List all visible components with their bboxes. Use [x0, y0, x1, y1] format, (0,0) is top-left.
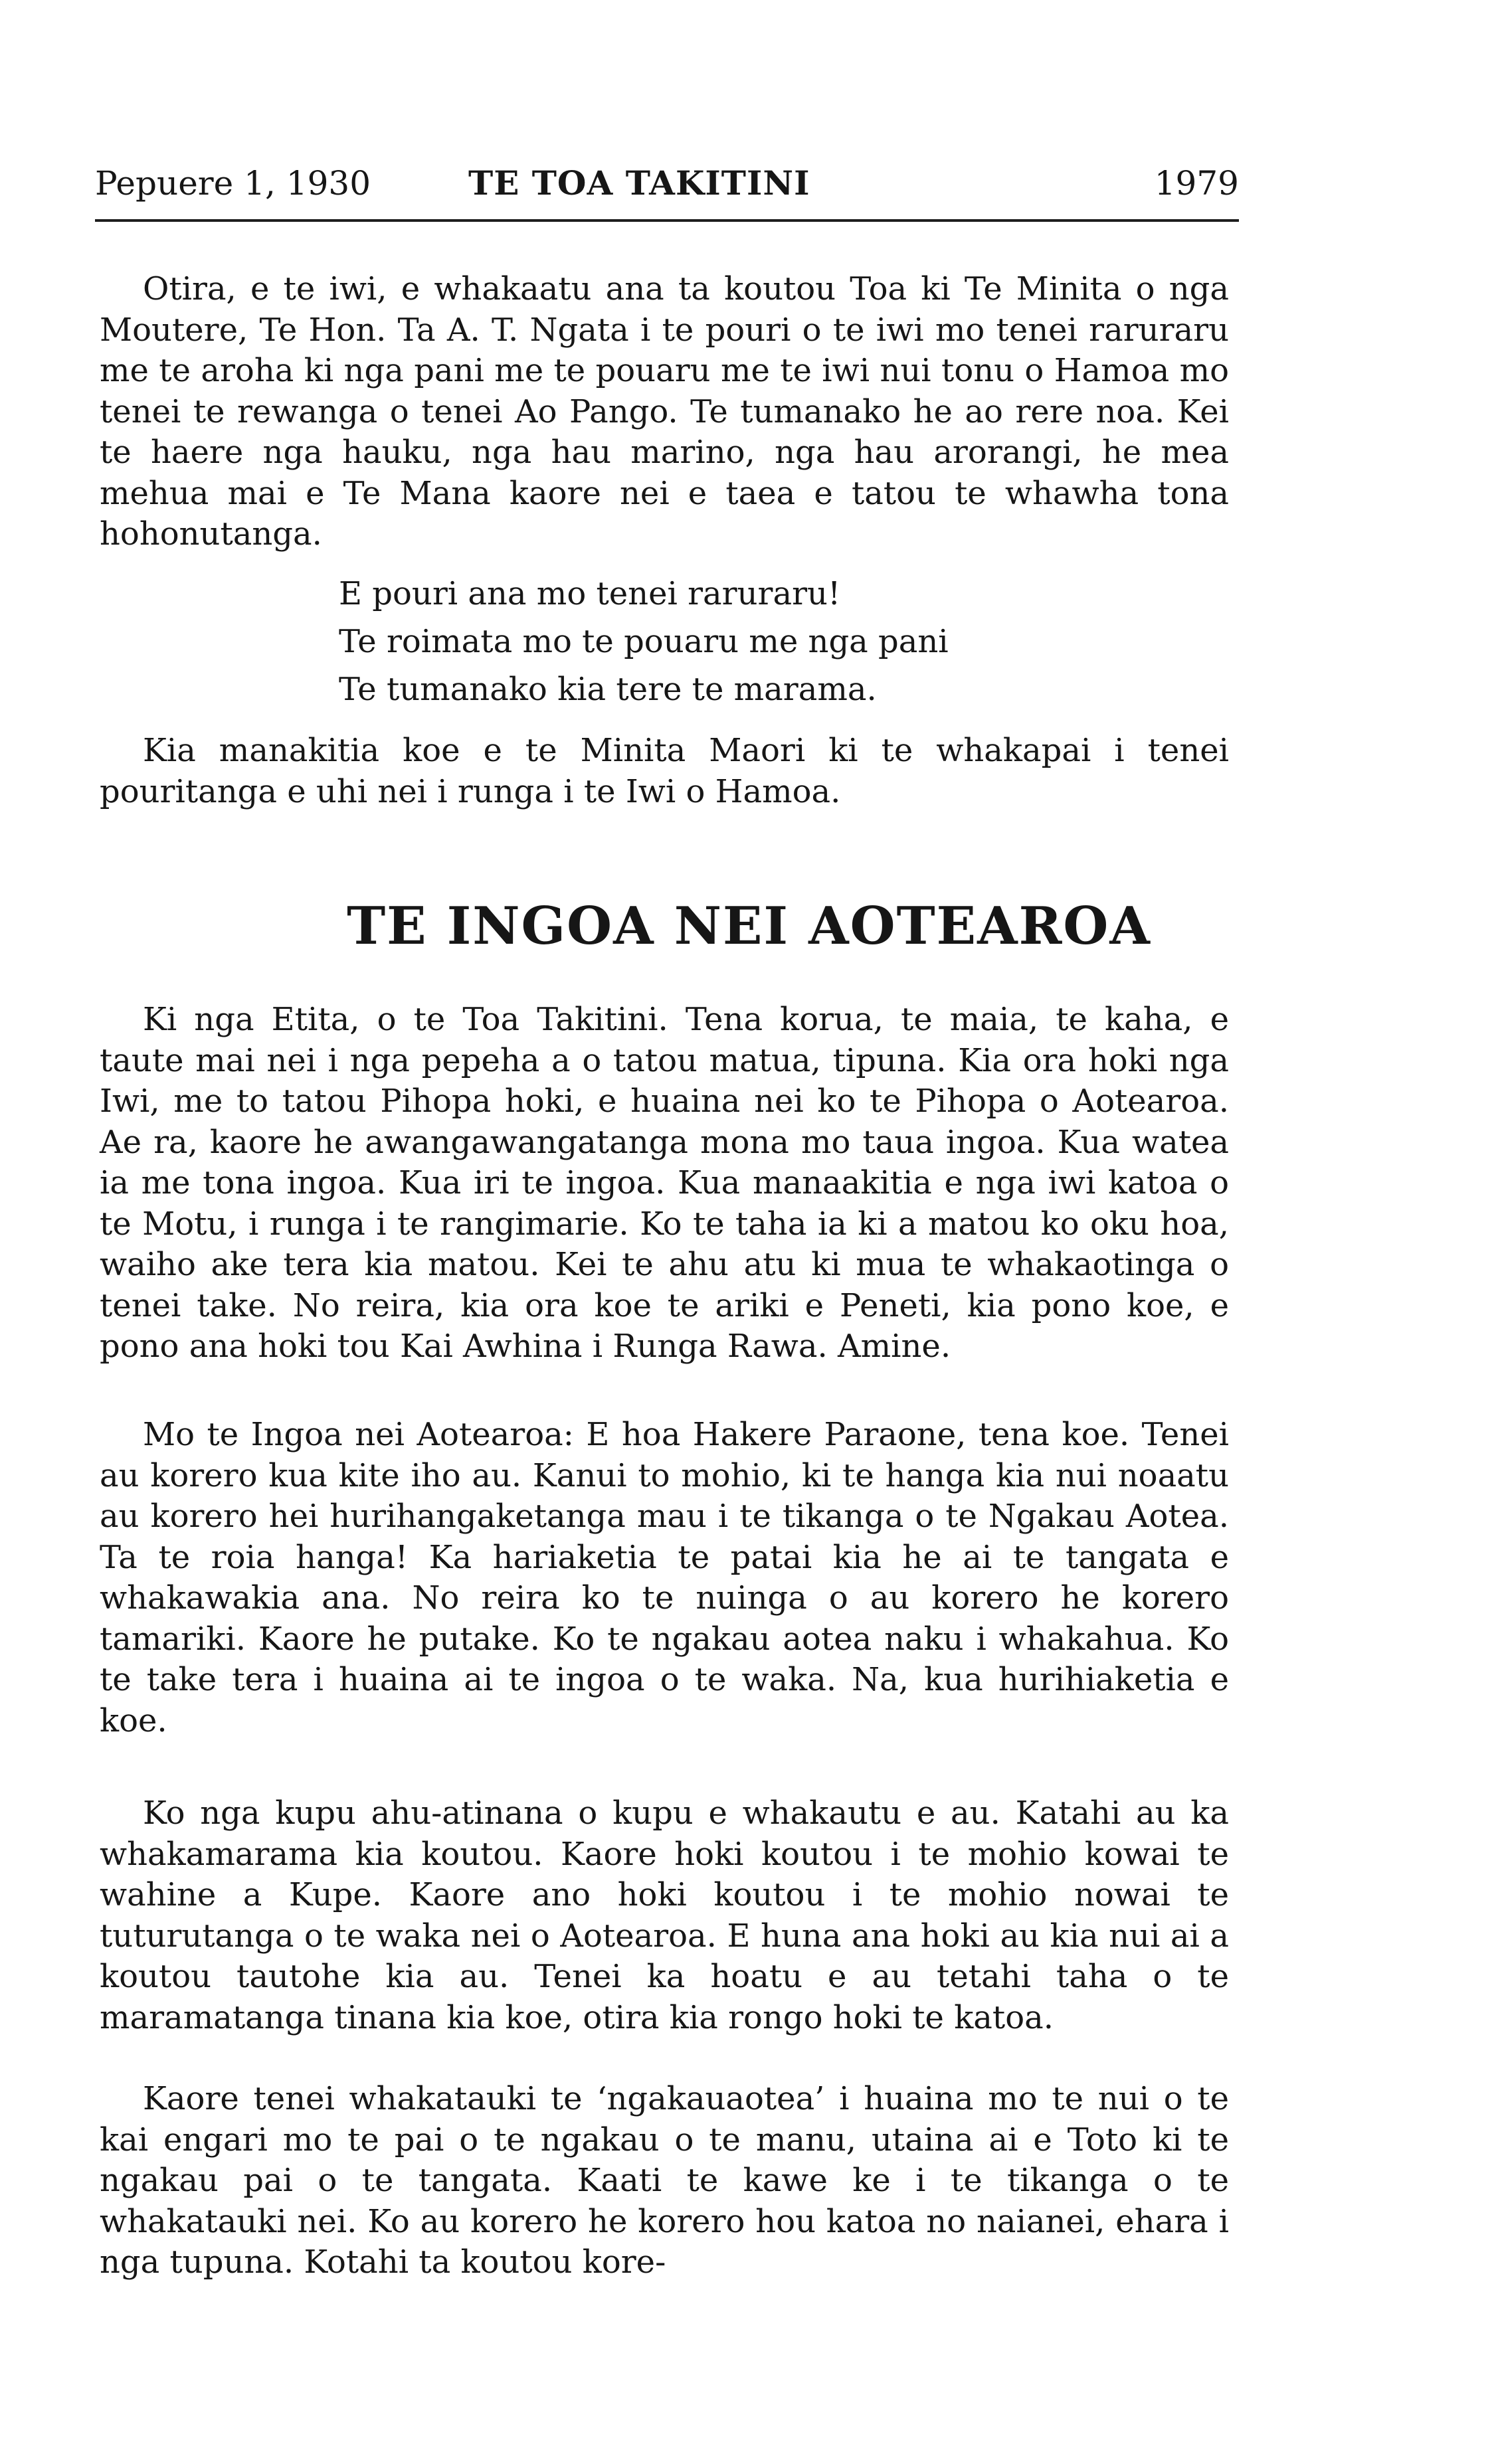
article-paragraph-2 [100, 1415, 1229, 1741]
intro-section [100, 269, 1229, 555]
article-heading: TE INGOA NEI AOTEAROA [347, 896, 1151, 956]
intro-paragraph: Otira, e te iwi, e whakaatu ana ta koutou Toa ki Te Minita o nga Moutere, Te Hon. Ta A. T. Ngata i te pouri o te iwi mo tenei raruraru me te aroha ki nga pani me te pouaru me te iwi nui tonu o Hamoa mo tenei te rewanga o tenei Ao Pango. Te tumanako he ao rere noa. Kei te haere nga hauku, nga hau marino, nga hau arorangi, he mea mehua mai e Te Mana kaore nei e taea e tatou te whawha tona hohonutanga. [100, 270, 1229, 553]
publication-title: TE TOA TAKITINI [468, 163, 810, 203]
header-rule [95, 219, 1239, 222]
page-number: 1979 [1154, 164, 1239, 203]
article-paragraph: Kaore tenei whakatauki te ‘ngakauaotea’ i huaina mo te nui o te kai engari mo te pai o te ngakau o te manu, utaina ai e Toto ki te ngakau pai o te tangata. Kaati te kawe ke i te tikanga o te whakatauki nei. Ko au korero he korero hou katoa no naianei, ehara i nga tupuna. Kotahi ta koutou kore- [100, 2080, 1229, 2281]
poem-line: Te tumanako kia tere te marama. [339, 671, 877, 708]
poem-line: Te roimata mo te pouaru me nga pani [339, 623, 949, 660]
article-paragraph: Ki nga Etita, o te Toa Takitini. Tena korua, te maia, te kaha, e taute mai nei i nga pepeha a o tatou matua, tipuna. Kia ora hoki nga Iwi, me to tatou Pihopa hoki, e huaina nei ko te Pihopa o Aotearoa. Ae ra, kaore he awangawangatanga mona mo taua ingoa. Kua watea ia me tona ingoa. Kua iri te ingoa. Kua manaakitia e nga iwi katoa o te Motu, i runga i te rangimarie. Ko te taha ia ki a matou ko oku hoa, waiho ake tera kia matou. Kei te ahu atu ki mua te whakaotinga o tenei take. No reira, kia ora koe te ariki e Peneti, kia pono koe, e pono ana hoki tou Kai Awhina i Runga Rawa. Amine. [100, 1001, 1229, 1365]
article-paragraph-4 [100, 2079, 1229, 2283]
issue-date: Pepuere 1, 1930 [95, 164, 371, 203]
intro-closing-section [100, 731, 1229, 812]
poem [339, 570, 949, 713]
poem-line: E pouri ana mo tenei raruraru! [339, 575, 841, 612]
article-paragraph: Ko nga kupu ahu-atinana o kupu e whakautu e au. Katahi au ka whakamarama kia koutou. Kaore hoki koutou i te mohio kowai te wahine a Kupe. Kaore ano hoki koutou i te mohio nowai te tuturutanga o te waka nei o Aotearoa. E huna ana hoki au kia nui ai a koutou tautohe kia au. Tenei ka hoatu e au tetahi taha o te maramatanga tinana kia koe, otira kia rongo hoki te katoa. [100, 1795, 1229, 2036]
article-paragraph: Mo te Ingoa nei Aotearoa: E hoa Hakere Paraone, tena koe. Tenei au korero kua kite iho au. Kanui to mohio, ki te hanga kia nui noaatu au korero hei hurihangaketanga mau i te tikanga o te Ngakau Aotea. Ta te roia hanga! Ka hariaketia te patai kia he ai te tangata e whakawakia ana. No reira ko te nuinga o au korero he korero tamariki. Kaore he putake. Ko te ngakau aotea naku i whakahua. Ko te take tera i huaina ai te ingoa o te waka. Na, kua hurihiaketia e koe. [100, 1416, 1229, 1739]
article-paragraph-3 [100, 1793, 1229, 2038]
intro-closing-paragraph: Kia manakitia koe e te Minita Maori ki te whakapai i tenei pouritanga e uhi nei i runga i te Iwi o Hamoa. [100, 732, 1229, 810]
article-paragraph-1 [100, 1000, 1229, 1367]
running-header [95, 157, 1239, 210]
